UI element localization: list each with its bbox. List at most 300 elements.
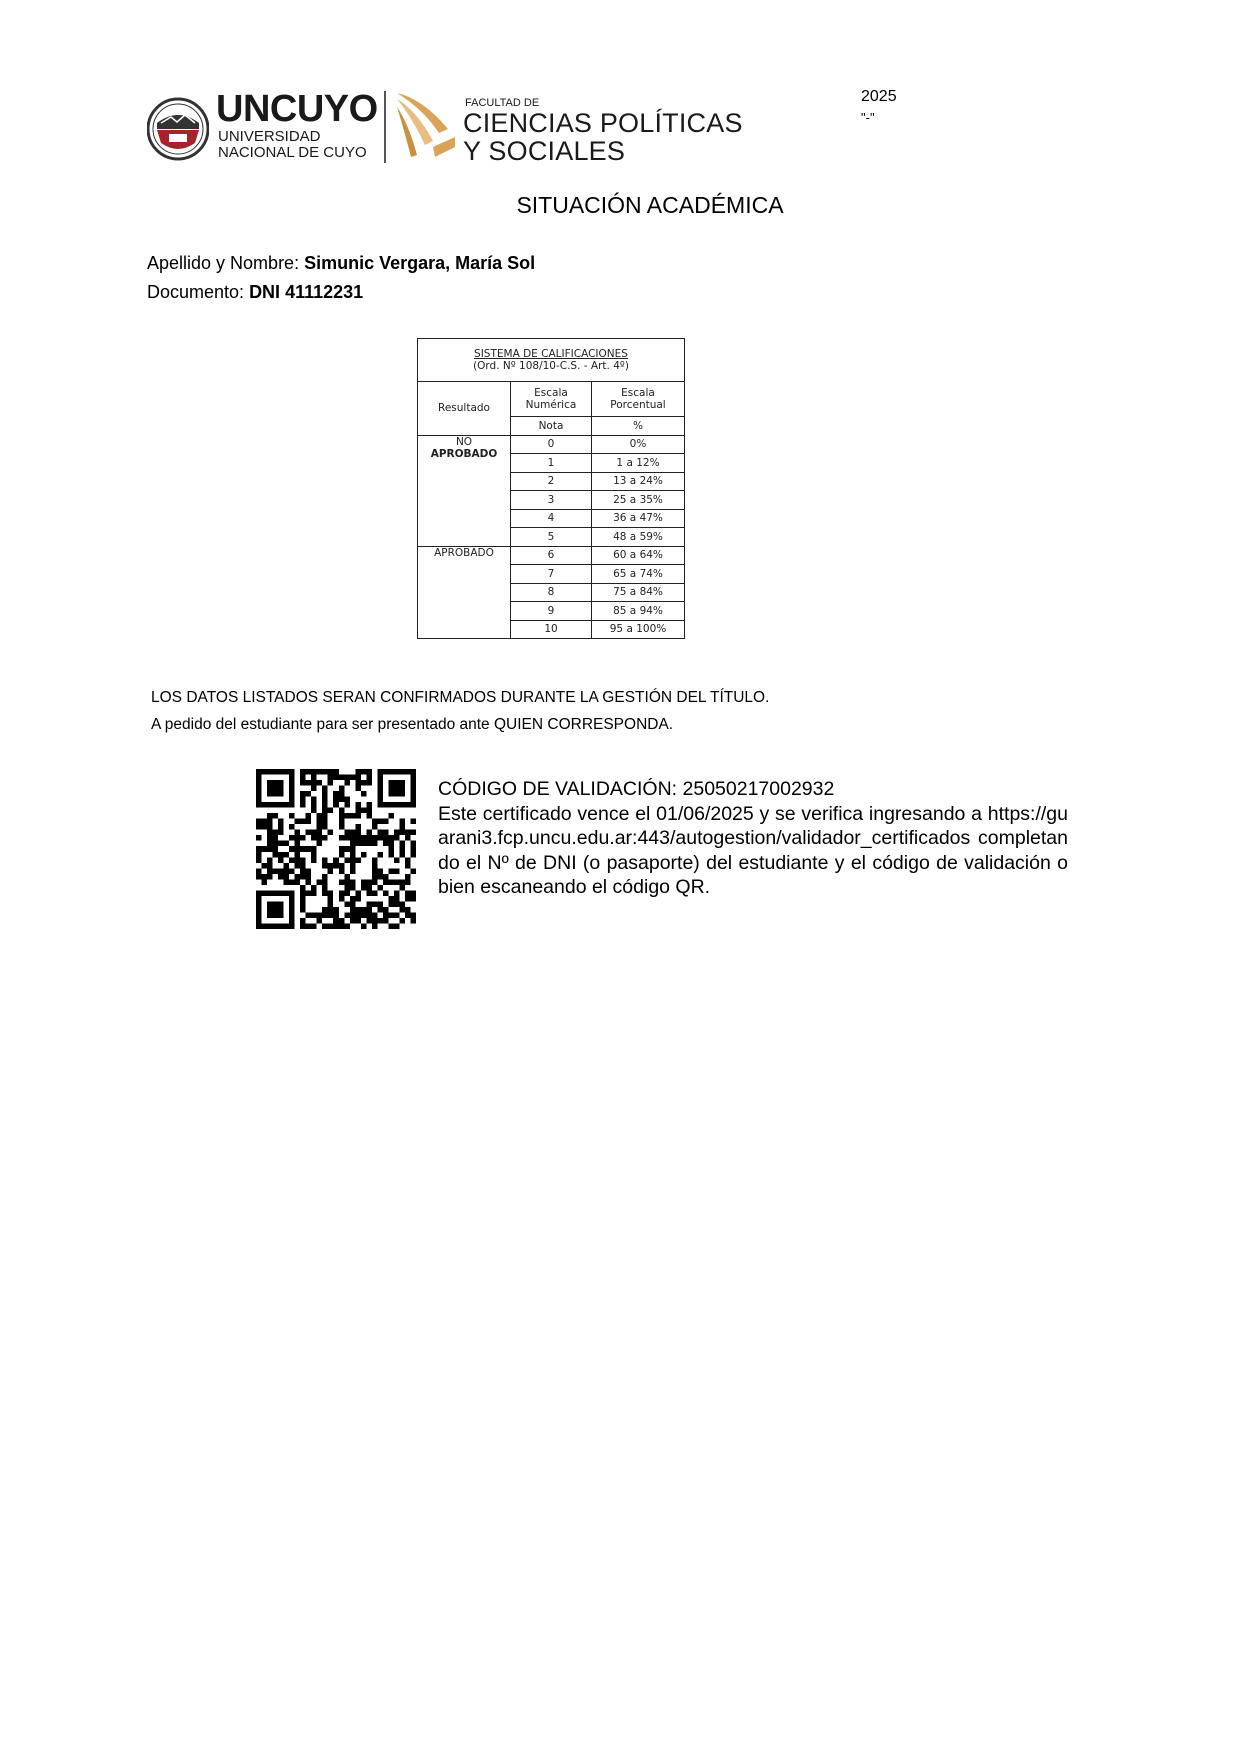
qr-module [256,775,262,781]
qr-module [339,797,345,803]
qr-module [306,912,312,918]
qr-module [410,868,416,874]
qr-module [289,912,295,918]
qr-module [388,879,394,885]
qr-module [350,857,356,863]
qr-module [273,846,279,852]
qr-module [355,918,361,924]
qr-module [377,835,383,841]
qr-module [394,830,400,836]
qr-module [333,769,339,775]
qr-module [328,808,334,814]
qr-module [350,918,356,924]
qr-module [350,835,356,841]
qr-module [339,819,345,825]
qr-module [289,769,295,775]
qr-module [273,791,279,797]
qr-module [383,907,389,913]
document-title: SITUACIÓN ACADÉMICA [516,192,784,218]
qr-module [311,830,317,836]
validation-code: CÓDIGO DE VALIDACIÓN: 25050217002932 [438,778,835,800]
qr-module [355,813,361,819]
qr-module [355,780,361,786]
qr-module [267,923,273,929]
qr-module [311,835,317,841]
qr-module [300,835,306,841]
qr-module [372,879,378,885]
qr-module [262,923,268,929]
qr-module [344,813,350,819]
qr-module [361,835,367,841]
qr-module [311,857,317,863]
qr-module [350,775,356,781]
qr-module [311,923,317,929]
qr-module [322,835,328,841]
qr-module [355,808,361,814]
qr-module [278,802,284,808]
qr-module [267,907,273,913]
university-subtitle-1: UNIVERSIDAD [218,128,321,145]
qr-module [273,769,279,775]
qr-module [377,874,383,880]
result-approved: APROBADO [418,546,511,639]
qr-module [377,852,383,858]
qr-module [267,846,273,852]
qr-module [333,923,339,929]
qr-module [328,769,334,775]
qr-module [355,769,361,775]
qr-module [295,874,301,880]
qr-module [300,901,306,907]
qr-module [284,890,290,896]
student-document-field [147,282,363,303]
qr-module [350,841,356,847]
qr-module [339,923,345,929]
qr-module [306,846,312,852]
qr-module [328,868,334,874]
qr-module [405,890,411,896]
qr-module [278,852,284,858]
qr-module [383,835,389,841]
qr-module [410,890,416,896]
faculty-logo-mark [393,89,458,163]
qr-module [267,857,273,863]
qr-module [366,879,372,885]
grade-percent: 36 a 47% [592,509,685,528]
qr-module [394,890,400,896]
qr-module [300,780,306,786]
qr-module [350,852,356,858]
qr-module [284,852,290,858]
qr-module [366,808,372,814]
qr-module [306,868,312,874]
qr-module [394,879,400,885]
qr-module [328,901,334,907]
qr-module [256,797,262,803]
qr-module [256,890,262,896]
qr-module [383,879,389,885]
qr-module [267,813,273,819]
qr-module [388,912,394,918]
qr-module [350,863,356,869]
qr-module [267,830,273,836]
qr-module [295,852,301,858]
qr-module [366,780,372,786]
qr-module [410,846,416,852]
qr-module [278,857,284,863]
qr-module [284,879,290,885]
qr-module [273,912,279,918]
qr-module [394,901,400,907]
grade-nota: 3 [511,491,592,510]
qr-module [394,896,400,902]
qr-module [317,918,323,924]
qr-module [405,857,411,863]
qr-module [350,879,356,885]
qr-module [328,890,334,896]
qr-module [344,885,350,891]
grade-percent: 75 a 84% [592,583,685,602]
grade-nota: 8 [511,583,592,602]
qr-module [267,868,273,874]
qr-module [399,824,405,830]
grade-nota: 4 [511,509,592,528]
qr-module [300,890,306,896]
qr-module [410,819,416,825]
qr-module [388,786,394,792]
qr-module [350,868,356,874]
qr-module [394,868,400,874]
qr-module [300,802,306,808]
qr-module [366,802,372,808]
qr-module [306,791,312,797]
qr-module [273,786,279,792]
qr-module [355,857,361,863]
qr-module [295,830,301,836]
university-subtitle-2: NACIONAL DE CUYO [218,144,367,161]
qr-module [284,802,290,808]
qr-module [388,896,394,902]
qr-module [383,769,389,775]
university-name: UNCUYO [216,88,378,130]
qr-module [289,775,295,781]
qr-module [394,791,400,797]
qr-module [361,879,367,885]
qr-module [366,890,372,896]
qr-module [377,918,383,924]
qr-module [273,890,279,896]
qr-module [256,868,262,874]
qr-module [278,901,284,907]
qr-module [377,885,383,891]
qr-module [278,923,284,929]
qr-module [300,819,306,825]
qr-module [322,863,328,869]
qr-module [410,769,416,775]
qr-module [339,896,345,902]
qr-module [361,912,367,918]
qr-module [300,797,306,803]
qr-module [383,819,389,825]
qr-module [394,912,400,918]
qr-module [267,912,273,918]
qr-module [311,808,317,814]
qr-module [278,786,284,792]
qr-module [399,846,405,852]
qr-module [361,907,367,913]
qr-module [289,835,295,841]
qr-module [328,923,334,929]
qr-module [322,769,328,775]
qr-module [410,852,416,858]
qr-module [339,879,345,885]
grade-percent: 0% [592,435,685,454]
qr-module [317,912,323,918]
qr-module [322,786,328,792]
qr-module [399,802,405,808]
qr-module [344,912,350,918]
qr-module [322,912,328,918]
qr-module [410,830,416,836]
qr-module [311,797,317,803]
qr-module [328,830,334,836]
qr-module [377,775,383,781]
qr-module [339,868,345,874]
qr-module [306,923,312,929]
qr-module [267,819,273,825]
qr-module [322,874,328,880]
qr-module [372,868,378,874]
qr-module [344,923,350,929]
qr-module [388,813,394,819]
qr-module [388,841,394,847]
subheader-nota: Nota [511,417,592,436]
qr-module [339,813,345,819]
qr-module [300,857,306,863]
qr-module [344,879,350,885]
grading-table-caption [418,339,685,382]
qr-module [344,797,350,803]
student-document-label: Documento: [147,282,250,302]
qr-module [278,780,284,786]
qr-module [267,890,273,896]
qr-module [333,863,339,869]
qr-module [388,769,394,775]
qr-module [278,874,284,880]
qr-module [306,813,312,819]
qr-module [284,841,290,847]
qr-module [311,780,317,786]
qr-module [267,824,273,830]
qr-module [300,874,306,880]
qr-module [377,780,383,786]
qr-module [361,791,367,797]
qr-module [388,780,394,786]
qr-module [300,846,306,852]
qr-module [361,769,367,775]
qr-module [289,791,295,797]
qr-module [322,824,328,830]
qr-module [399,830,405,836]
qr-module [377,901,383,907]
qr-module [317,841,323,847]
qr-module [289,879,295,885]
qr-module [256,918,262,924]
qr-module [317,819,323,825]
qr-module [344,830,350,836]
qr-module [366,918,372,924]
qr-module [344,780,350,786]
qr-module [300,769,306,775]
grade-nota: 9 [511,602,592,621]
qr-module [311,885,317,891]
qr-module [289,786,295,792]
qr-module [405,907,411,913]
qr-module [317,879,323,885]
qr-module [388,901,394,907]
qr-module [300,923,306,929]
grading-table-title: SISTEMA DE CALIFICACIONES [474,348,628,360]
qr-module [394,923,400,929]
qr-module [289,802,295,808]
qr-module [344,835,350,841]
qr-module [306,830,312,836]
qr-module [317,835,323,841]
qr-module [355,841,361,847]
qr-module [311,802,317,808]
qr-module [317,769,323,775]
qr-module [322,907,328,913]
qr-module [328,907,334,913]
qr-module [267,802,273,808]
qr-module [289,890,295,896]
qr-module [388,791,394,797]
qr-module [399,852,405,858]
qr-module [256,852,262,858]
qr-module [256,907,262,913]
qr-module [350,896,356,902]
faculty-name-line1: CIENCIAS POLÍTICAS [463,108,743,138]
qr-module [388,852,394,858]
qr-module [328,896,334,902]
qr-module [300,791,306,797]
qr-module [405,769,411,775]
qr-module [399,819,405,825]
qr-module [405,863,411,869]
qr-module [399,879,405,885]
qr-module [273,830,279,836]
qr-module [355,830,361,836]
qr-module [278,907,284,913]
qr-module [289,896,295,902]
qr-module [300,868,306,874]
qr-module [289,824,295,830]
qr-module [372,819,378,825]
qr-module [372,835,378,841]
qr-module [306,819,312,825]
qr-module [317,780,323,786]
faculty-name-line2: Y SOCIALES [463,136,626,166]
qr-module [322,819,328,825]
qr-module [399,901,405,907]
qr-module [355,775,361,781]
qr-module [377,802,383,808]
qr-module [289,868,295,874]
qr-module [339,846,345,852]
qr-module [322,813,328,819]
qr-module [267,791,273,797]
qr-module [295,841,301,847]
qr-module [289,846,295,852]
qr-module [256,912,262,918]
qr-module [377,819,383,825]
header-percent-scale: Escala Porcentual [592,382,685,417]
qr-module [377,797,383,803]
qr-module [262,879,268,885]
result-not-approved: NO APROBADO [418,435,511,546]
qr-module [267,769,273,775]
qr-module [256,769,262,775]
qr-module [273,835,279,841]
qr-module [295,835,301,841]
qr-module [383,802,389,808]
qr-module [333,775,339,781]
qr-module [306,879,312,885]
student-name-field [147,253,535,274]
qr-module [273,901,279,907]
qr-module [339,918,345,924]
qr-module [410,841,416,847]
validation-block [438,777,1068,900]
qr-module [344,890,350,896]
qr-module [278,791,284,797]
qr-module [328,863,334,869]
qr-module [377,786,383,792]
qr-module [399,907,405,913]
qr-module [355,907,361,913]
qr-module [372,901,378,907]
qr-module [311,912,317,918]
qr-module [317,830,323,836]
qr-module [350,901,356,907]
qr-module [405,879,411,885]
qr-module [278,912,284,918]
qr-module [366,835,372,841]
qr-module [284,868,290,874]
qr-module [383,912,389,918]
qr-module [410,912,416,918]
qr-module [273,923,279,929]
qr-module [372,890,378,896]
qr-module [399,780,405,786]
qr-module [267,835,273,841]
qr-module [262,890,268,896]
qr-module [267,841,273,847]
qr-module [383,918,389,924]
qr-module [289,923,295,929]
qr-module [410,775,416,781]
qr-module [399,769,405,775]
qr-module [350,813,356,819]
qr-module [256,791,262,797]
qr-module [388,846,394,852]
qr-module [273,813,279,819]
qr-module [306,890,312,896]
header-placeholder-mark: "-" [861,110,875,125]
qr-module [273,841,279,847]
grade-percent: 95 a 100% [592,620,685,639]
qr-module [256,824,262,830]
